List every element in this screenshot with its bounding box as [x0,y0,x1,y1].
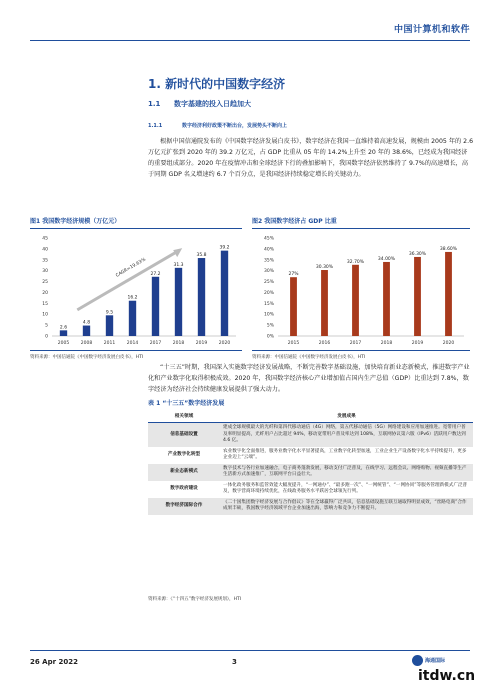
data-label: 16.2 [127,295,138,301]
company-logo [412,655,445,666]
page-number: 3 [232,658,237,666]
x-tick-label: 2019 [411,341,424,346]
paragraph-intro: 根据中国信通院发布的《中国数字经济发展白皮书》，数字经济在我国一直维持着高速发展，规模由 2005 年的 2.6 万亿元扩张到 2020 年的 39.2 万亿元，占 GDP 比重从 05 年的 14.2%上升至 20 年的 38.6%，已经成为我国经济的重要组成部分。2020 年在疫情冲击和全球经济下行的叠加影响下，我国数字经济依然维持了 9.7%的高速增长，高于同期 GDP 名义增速约 6.7 个百分点，是我国经济持续稳定增长的关键动力。 [148,138,474,178]
chart-bar [290,277,297,336]
table-cell-result: 数字技术与各行业加速融合，电子商务蓬勃发展，移动支付广泛普及，在线学习、远程会议、网络购物、视频直播等生产生活新方式加速推广，互联网平台日益壮大。 [220,464,473,481]
cagr-arrow [77,252,176,310]
table-row [148,423,473,447]
y-tick-label: 45% [263,236,274,242]
y-tick-label: 25% [263,280,274,286]
subsection-title: 数字基建的投入日趋加大 [174,100,251,108]
y-tick-label: 35 [42,258,48,264]
chart-bar [106,315,113,336]
x-tick-label: 2008 [80,341,93,346]
table-row [148,481,473,498]
y-tick-label: 20% [263,290,274,296]
chart-bar [129,301,136,336]
x-tick-label: 2017 [349,341,362,346]
x-tick-label: 2020 [442,341,455,346]
data-label: 38.60% [439,246,458,252]
fig2-chart [252,232,470,354]
table-cell-area: 信息基础设置 [148,423,220,447]
sub-subsection-heading [148,122,287,129]
chart-bar [445,252,452,336]
y-tick-label: 10 [42,312,48,318]
table-source: 资料来源：《“十四五”数字经济发展规划》，HTI [148,597,242,602]
data-label: 39.2 [219,245,230,251]
chart-bar [60,330,67,336]
table-cell-area: 数字政府建设 [170,485,198,491]
cagr-label: CAGR=19.63% [115,257,147,279]
x-tick-label: 2017 [149,341,162,346]
y-tick-label: 15% [263,301,274,307]
fig2-svg [252,232,470,350]
fig2-bottom-rule [252,350,470,351]
x-tick-label: 2014 [126,341,139,346]
x-tick-label: 2018 [380,341,393,346]
y-tick-label: 25 [42,280,48,286]
x-tick-label: 2020 [218,341,231,346]
y-tick-label: 30% [263,269,274,275]
data-label: 2.6 [59,325,68,331]
chart-bar [321,270,328,336]
y-tick-label: 45 [42,236,48,242]
chart-bar [414,257,421,336]
table-cell-result: 农业数字化全面推进，服务业数字化水平显著提高，工业数字化转型加速，工业企业生产设备数字化水平持续提升，更多企业迈上“云端”。 [223,448,467,460]
data-label: 4.8 [82,320,91,326]
x-tick-label: 2016 [318,341,331,346]
subsection-number: 1.1 [148,100,161,108]
chart-bar [352,265,359,336]
data-label: 30.30% [315,265,334,271]
table-header-area: 相关领域 [148,410,220,423]
table-header-row [148,410,473,423]
x-tick-label: 2015 [287,341,300,346]
y-tick-label: 35% [263,258,274,264]
fig1-caption: 图1 我国数字经济规模（万亿元） [30,218,121,225]
logo-mark-icon [412,655,423,666]
y-tick-label: 5 [45,323,48,329]
table-cell-area: 产业数字化转型 [167,451,201,457]
subsection-heading [148,99,251,109]
chart-bar [221,251,228,336]
y-tick-label: 5% [266,323,274,329]
fig1-bottom-rule [30,350,242,351]
table-cell-area: 新业态新模式 [148,464,220,481]
y-tick-label: 40 [42,247,48,253]
fig1-svg [30,232,242,350]
table-cell-result: 建成全球规模最大的光纤和第四代移动通信（4G）网络，第五代移动通信（5G）网络建设和应用加速推进。宽带用户普及率明显提高，光纤用户占比超过 94%，移动宽带用户普及率达到 108%，互联网协议第六版（IPv6）活跃用户数达到 4.6 亿。 [220,423,473,447]
section-heading: 1. 新时代的中国数字经济 [148,77,286,91]
table-row [148,498,473,515]
fig2-caption: 图2 我国数字经济占 GDP 比重 [252,218,337,225]
data-label: 34.00% [377,256,396,262]
data-label: 35.8 [196,253,207,259]
table-cell-area: 数字经济国际合作 [148,498,220,515]
watermark: itdw.cn [418,668,476,684]
x-tick-label: 2018 [172,341,185,346]
chart-bar [198,258,205,336]
data-label: 27% [288,272,299,278]
fig1-source: 资料来源：中国信通院《中国数字经济发展白皮书》，HTI [30,355,144,360]
paragraph-13th-plan: “十三五”时期，我国深入实施数字经济发展战略，不断完善数字基础设施，加快培育新业态新模式，推进数字产业化和产业数字化取得积极成效。2020 年，我国数字经济核心产业增加值占国内生产总值（GDP）比重达到 7.8%，数字经济为经济社会持续健康发展提供了强大动力。 [148,364,470,393]
footer-divider [30,650,470,651]
chart-bar [152,277,159,336]
development-table [148,410,473,515]
y-tick-label: 10% [263,312,274,318]
fig2-top-rule [252,228,470,229]
x-tick-label: 2011 [103,341,116,346]
table-cell-result: 一体化政务服务和监管效能大幅度提升，“一网通办”、“最多跑一次”、“一网统管”、“一网协同”等服务管理新模式广泛普及，数字营商环境持续优化，在线政务服务水平跃居全球领先行列。 [223,482,468,494]
fig2-source: 资料来源：中国信通院《中国数字经济发展白皮书》，HTI [252,355,366,360]
fig1-chart [30,232,242,354]
data-label: 27.2 [150,271,161,277]
x-tick-label: 2019 [195,341,208,346]
y-tick-label: 30 [42,269,48,275]
table-caption: 表 1 “十三五”数字经济发展 [148,400,225,407]
y-tick-label: 20 [42,290,48,296]
sub-subsection-number: 1.1.1 [148,123,163,129]
chart-bar [175,268,182,336]
y-tick-label: 0 [45,334,48,340]
logo-text: 海通国际 [425,658,446,664]
header-divider [30,40,470,41]
header-title: 中国计算机和软件 [393,25,470,35]
table-header-result: 发展成果 [220,410,473,423]
x-tick-label: 2005 [57,341,70,346]
data-label: 31.3 [173,262,184,268]
data-label: 32.70% [346,259,365,265]
table-row [148,447,473,464]
chart-bar [83,326,90,336]
sub-subsection-title: 数字经济利好政策不断出台，发展势头不断向上 [182,123,288,129]
data-label: 9.5 [105,310,114,316]
fig1-top-rule [30,228,242,229]
table-row [148,464,473,481]
table-cell-result: 《二十国集团数字经济发展与合作倡议》等在全球赢得广泛共识，信息基础设施互联互通取得明显成效，“丝路电商”合作成果丰硕，我国数字经济领域平台企业加速出海，影响力和竞争力不断提升。 [220,498,473,515]
report-date: 26 Apr 2022 [30,658,78,666]
y-tick-label: 0% [266,334,274,340]
y-tick-label: 15 [42,301,48,307]
y-tick-label: 40% [263,247,274,253]
data-label: 36.30% [408,251,427,257]
chart-bar [383,262,390,336]
